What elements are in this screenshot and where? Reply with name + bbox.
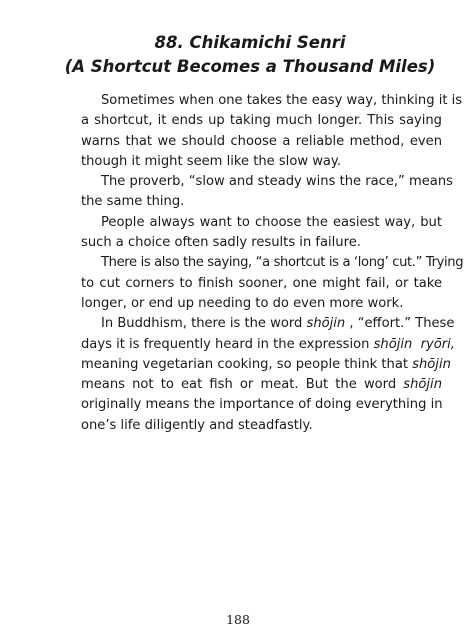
text-line: the same thing. bbox=[81, 194, 185, 210]
paragraph-1 bbox=[81, 91, 463, 172]
text-run: In Buddhism, there is the word bbox=[101, 316, 307, 332]
text-line: warns that we should choose a reliable method, even bbox=[81, 133, 442, 149]
text-line: a shortcut, it ends up taking much longer. This saying bbox=[81, 113, 442, 129]
text-run: , “effort.” These bbox=[345, 316, 455, 332]
text-line: one’s life diligently and steadfastly. bbox=[81, 417, 313, 433]
paragraph-2 bbox=[81, 172, 453, 213]
text-line: to cut corners to finish sooner, one might fail, or take bbox=[81, 275, 442, 291]
text-line bbox=[81, 355, 451, 375]
chapter-title-line-1: 88. Chikamichi Senri bbox=[154, 33, 346, 52]
italic-term: shōjin ryōri, bbox=[373, 336, 455, 352]
text-run: days it is frequently heard in the expression bbox=[81, 336, 374, 352]
paragraph-3 bbox=[81, 213, 442, 254]
body-text bbox=[81, 91, 464, 436]
text-line: though it might seem like the slow way. bbox=[81, 153, 341, 169]
text-run: meaning vegetarian cooking, so people think that bbox=[81, 356, 413, 372]
text-run: means not to eat fish or meat. But the word bbox=[81, 377, 404, 393]
chapter-title bbox=[60, 31, 440, 79]
text-line: longer, or end up needing to do even more work. bbox=[81, 295, 404, 311]
chapter-title-line-2: (A Shortcut Becomes a Thousand Miles) bbox=[64, 57, 436, 76]
text-line: People always want to choose the easiest way, but bbox=[101, 214, 442, 230]
italic-term: shōjin bbox=[403, 377, 442, 393]
text-line: Sometimes when one takes the easy way, thinking it is bbox=[101, 93, 463, 108]
page-number: 188 bbox=[226, 612, 250, 627]
text-line: originally means the importance of doing everything in bbox=[81, 397, 443, 413]
italic-term: shōjin bbox=[412, 356, 451, 372]
text-line bbox=[81, 314, 455, 334]
text-line: such a choice often sadly results in failure. bbox=[81, 235, 361, 251]
paragraph-4 bbox=[81, 253, 464, 314]
italic-term: shōjin bbox=[306, 316, 346, 332]
paragraph-5 bbox=[81, 314, 455, 436]
text-line: The proverb, “slow and steady wins the race,” means bbox=[101, 174, 453, 190]
text-line bbox=[81, 335, 455, 355]
text-line: There is also the saying, “a shortcut is a ‘long’ cut.” Trying bbox=[101, 255, 464, 271]
text-line bbox=[81, 375, 442, 395]
